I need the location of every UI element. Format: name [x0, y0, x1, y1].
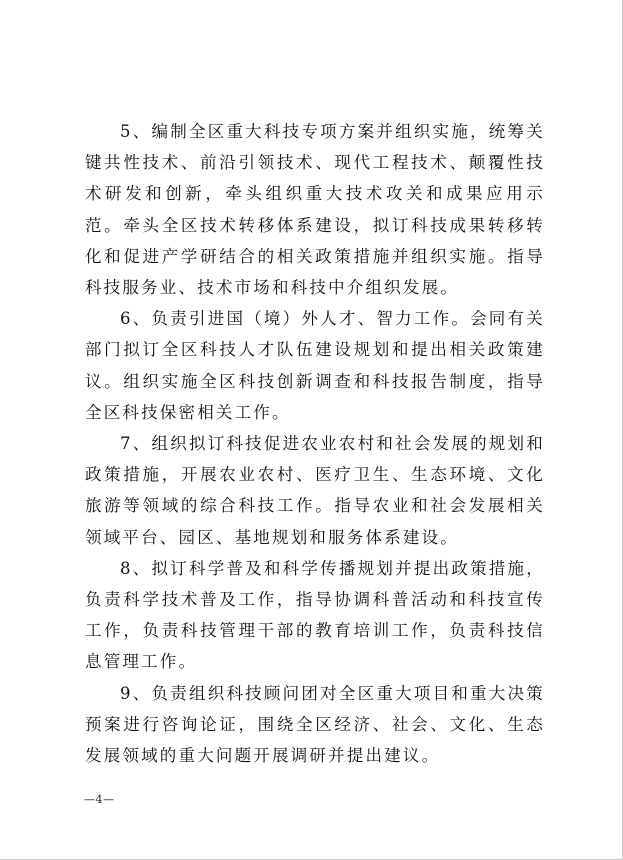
paragraph-8: 8、拟订科学普及和科学传播规划并提出政策措施，负责科学技术普及工作，指导协调科普活动和科技宣传工作，负责科技管理干部的教育培训工作，负责科技信息管理工作。	[85, 558, 545, 672]
paragraph-6: 6、负责引进国（境）外人才、智力工作。会同有关部门拟订全区科技人才队伍建设规划和提出相关政策建议。组织实施全区科技创新调查和科技报告制度，指导全区科技保密相关工作。	[85, 309, 545, 422]
paragraph-7: 7、组织拟订科技促进农业农村和社会发展的规划和政策措施，开展农业农村、医疗卫生、生态环境、文化旅游等领域的综合科技工作。指导农业和社会发展相关领域平台、园区、基地规划和服务体系建设。	[85, 434, 545, 547]
page-number: —4—	[84, 793, 115, 806]
document-body	[85, 116, 545, 771]
paragraph-5: 5、编制全区重大科技专项方案并组织实施，统筹关键共性技术、前沿引领技术、现代工程技术、颠覆性技术研发和创新，牵头组织重大技术攻关和成果应用示范。牵头全区技术转移体系建设，拟订科技成果转移转化和促进产学研结合的相关政策措施并组织实施。指导科技服务业、技术市场和科技中介组织发展。	[85, 122, 545, 298]
paragraph-9: 9、负责组织科技顾问团对全区重大项目和重大决策预案进行咨询论证，围绕全区经济、社会、文化、生态发展领域的重大问题开展调研并提出建议。	[85, 683, 545, 766]
